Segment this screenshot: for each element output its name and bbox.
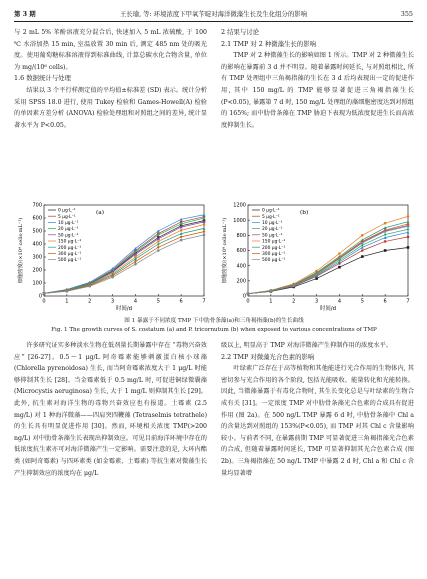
data-point <box>384 230 387 233</box>
x-tick-label: 4 <box>133 298 138 305</box>
y-tick-label: 600 <box>32 215 42 222</box>
data-point <box>88 285 91 288</box>
legend-entry: 300 μg·L⁻¹ <box>262 252 286 257</box>
data-point <box>203 234 206 237</box>
figure-caption-en: Fig. 1 The growth curves of S. costatum (a) and P. tricornutum (b) when exposed to various concentrations of TMP <box>51 327 377 333</box>
paragraph: 许多研究证实多种淡水生物在低剂量长期暴露中存在 “毒物兴奋效应” [26-27]。0.5～1 μg/L 阿奇霉素能够刺激蛋白核小球藻 (Chlorella pyrenoidosa) 生长, 而当阿奇霉素浓度大于 1 μg/L 时能够抑制其生长 [28]。当金霉素低于 0.5 mg/L 时, 可促进铜绿微囊藻 (Microcystis aeruginosa) 生长, 大于 1 mg/L 则抑制其生长 [29]。此外, 抗生素对海洋生物的毒物兴奋效应也有报道。土霉素 (2.5 mg/L) 对 1 种海洋微藻——四肩突四鞭藻 (Tetraselmis tetrathele) 的生长具有明显促进作用 [30]。然而, 环境相关浓度 TMP(>200 ng/L) 对中肋骨条藻生长表现出抑制效应。可见目前海洋环境中存在的低浓度抗生素亦可对海洋微藻产生一定影响。需要注意的是, 大环内酯类 (如阿奇霉素) 与四环素类 (如金霉素、土霉素) 等抗生素对微藻生长产生抑制效应的浓度均在 μg/L <box>14 342 207 477</box>
left-column-top <box>14 27 207 131</box>
data-point <box>203 221 206 224</box>
chart-b-svg <box>218 200 414 318</box>
data-point <box>134 260 137 263</box>
y-tick-label: 400 <box>32 241 42 248</box>
y-axis-label: 细胞密度/(×10⁴ cells·mL⁻¹) <box>18 217 24 284</box>
figure-1 <box>14 200 414 335</box>
section-heading: 1.6 数据统计与处理 <box>14 74 71 83</box>
data-point <box>315 273 318 276</box>
paragraph: 叶绿素广泛存在于高等植物和其他能进行光合作用的生物体内, 其密切参与光合作用的各个阶段, 包括光能吸收、能量转化和光能转换。因此, 当微藻暴露于有毒化合物时, 其生长变化总是与叶绿素的生物合成有关 [31]。一定浓度 TMP 对中肋骨条藻光合色素的合成具有促进作用 (图 2a)。在 500 ng/L TMP 暴露 6 d 时, 中肋骨条藻中 Chl a 的含量达到对照组的 153%(P<0.05), 而 TMP 对其 Chl c 含量影响较小。与前者不同, 在暴露前期 TMP 可显著促进三角褐指藻光合色素的合成, 但随着暴露时间延长, TMP 可显著抑制其光合色素合成 (图 2b)。三角褐指藻在 50 ng/L TMP 中暴露 2 d 时, Chl a 和 Chl c 含量均显著增 <box>221 365 414 477</box>
x-tick-label: 2 <box>88 298 92 305</box>
paragraph: 与 2 mL 5% 苯酚溶液充分混合后, 快速加入 5 mL 浓硫酸, 于 100 ℃ 水浴加热 15 min, 室温放置 30 min 后, 测定 485 nm 处的吸光度。使用葡萄糖标准溶液得到标准曲线, 计算总碳水化合物含量, 单位为 mg/(10⁶ cells)。 <box>14 29 207 71</box>
x-tick-label: 5 <box>156 298 160 305</box>
data-point <box>384 233 387 236</box>
y-tick-label: 200 <box>32 267 42 274</box>
y-tick-label: 600 <box>236 248 246 255</box>
data-point <box>361 249 364 252</box>
legend-entry: 500 μg·L⁻¹ <box>262 258 286 264</box>
y-tick-label: 700 <box>32 202 42 209</box>
legend-entry: 200 μg·L⁻¹ <box>262 245 286 251</box>
x-tick-label: 6 <box>179 298 183 305</box>
x-tick-label: 7 <box>202 298 206 305</box>
data-point <box>134 253 137 256</box>
legend-entry: 300 μg·L⁻¹ <box>58 252 82 257</box>
legend-entry: 20 μg·L⁻¹ <box>58 227 79 233</box>
legend-entry: 5 μg·L⁻¹ <box>262 214 280 220</box>
left-column-bottom <box>14 340 207 479</box>
data-point <box>180 226 183 229</box>
y-tick-label: 300 <box>32 254 42 261</box>
x-tick-label: 3 <box>314 298 319 305</box>
data-point <box>43 292 46 295</box>
x-tick-label: 5 <box>360 298 364 305</box>
panel-label: (b) <box>300 210 309 216</box>
x-tick-label: 0 <box>42 298 46 305</box>
legend-entry: 50 μg·L⁻¹ <box>262 233 283 239</box>
legend-entry: 0 μg·L⁻¹ <box>58 208 76 214</box>
subsection-heading: 2.1 TMP 对 2 种微藻生长的影响 <box>221 39 316 48</box>
paragraph: TMP 对 2 种微藻生长的影响如图 1 所示。TMP 对 2 种微藻生长的影响在暴露前 3 d 并不明显。随着暴露时间延长, 与对照组相比, 所有 TMP 处理组中三角褐指藻的生长在 3 d 后均表现出一定的促进作用, 其中 150 mg/L 的 TMP 能够显著促进三角褐指藻生长 (P<0.05), 暴露第 7 d 时, 150 mg/L 处理组的藻细胞密度达到对照组的 165%; 而中肋骨条藻在 TMP 胁迫下表现为低浓度促进生长而高浓度抑制生长。 <box>221 52 414 129</box>
data-point <box>157 238 160 241</box>
x-tick-label: 4 <box>337 298 342 305</box>
legend-entry: 50 μg·L⁻¹ <box>58 233 79 239</box>
legend-entry: 150 μg·L⁻¹ <box>58 239 82 245</box>
legend-entry: 150 μg·L⁻¹ <box>262 239 286 245</box>
data-point <box>338 258 341 261</box>
data-point <box>180 229 183 232</box>
data-point <box>338 252 341 255</box>
x-tick-label: 7 <box>406 298 410 305</box>
data-point <box>157 249 160 252</box>
page-number: 355 <box>400 10 413 18</box>
data-point <box>111 276 114 279</box>
growth-chart-b <box>218 200 414 318</box>
data-point <box>270 290 273 293</box>
data-point <box>361 255 364 258</box>
y-tick-label: 0 <box>38 293 42 300</box>
legend-entry: 10 μg·L⁻¹ <box>262 221 283 226</box>
data-point <box>180 235 183 238</box>
y-tick-label: 0 <box>242 293 246 300</box>
data-point <box>361 234 364 237</box>
data-point <box>407 231 410 234</box>
y-tick-label: 200 <box>236 278 246 285</box>
y-tick-label: 500 <box>32 228 42 235</box>
legend-entry: 0 μg·L⁻¹ <box>262 208 280 214</box>
y-tick-label: 400 <box>236 263 246 270</box>
x-tick-label: 1 <box>65 298 69 305</box>
data-point <box>407 236 410 239</box>
data-point <box>361 242 364 245</box>
data-point <box>247 292 250 295</box>
x-tick-label: 6 <box>383 298 387 305</box>
x-tick-label: 1 <box>269 298 273 305</box>
y-tick-label: 800 <box>236 233 246 240</box>
y-tick-label: 1200 <box>233 202 246 209</box>
data-point <box>134 263 137 266</box>
data-point <box>384 240 387 243</box>
data-point <box>384 222 387 225</box>
data-point <box>315 277 318 280</box>
issue-number: 第 3 期 <box>14 10 36 18</box>
header-rule <box>14 21 413 22</box>
data-point <box>338 266 341 269</box>
data-point <box>180 239 183 242</box>
legend-entry: 20 μg·L⁻¹ <box>262 227 283 233</box>
running-title: 王长瑜, 等: 环境浓度下甲氧苄啶对海洋微藻生长及生化组分的影响 <box>119 10 308 18</box>
y-axis-label: 细胞密度/(×10⁴ cells·mL⁻¹) <box>222 217 228 284</box>
data-point <box>384 249 387 252</box>
data-point <box>407 225 410 228</box>
legend-entry: 10 μg·L⁻¹ <box>58 221 79 226</box>
section-heading: 2 结果与讨论 <box>221 28 260 36</box>
x-axis-label: 时间/d <box>115 306 133 312</box>
figure-caption-zh: 图 1 暴露于不同浓度 TMP 下中肋骨条藻(a)和三角褐指藻(b)的生长曲线 <box>124 318 304 324</box>
right-column-bottom <box>221 340 414 479</box>
growth-chart-a <box>14 200 210 318</box>
running-header <box>14 8 413 20</box>
x-axis-label: 时间/d <box>319 306 337 312</box>
legend-entry: 500 μg·L⁻¹ <box>58 258 82 264</box>
x-tick-label: 0 <box>246 298 250 305</box>
subsection-heading: 2.2 TMP 对微藻光合色素的影响 <box>221 352 315 361</box>
legend-entry: 200 μg·L⁻¹ <box>58 245 82 251</box>
x-tick-label: 2 <box>292 298 296 305</box>
data-point <box>292 284 295 287</box>
data-point <box>407 215 410 218</box>
paragraph: 结果以 3 个平行样测定值的平均值±标准差 (SD) 表示。统计分析采用 SPSS 18.0 进行, 使用 Tukey 检验和 Games-Howell(A) 检验的单因素方差分析 (ANOVA) 检验处理组和对照组之间的差异, 统计显著水平为 P<0.05。 <box>14 86 207 129</box>
panel-label: (a) <box>96 210 104 216</box>
y-tick-label: 1000 <box>233 217 246 224</box>
y-tick-label: 100 <box>32 280 42 287</box>
data-point <box>203 223 206 226</box>
paragraph: 级以上, 明显高于 TMP 对海洋微藻产生抑制作用的浓度水平。 <box>221 342 392 349</box>
data-point <box>157 240 160 243</box>
data-point <box>407 228 410 231</box>
chart-a-svg <box>14 200 210 318</box>
data-point <box>66 290 69 293</box>
legend-entry: 5 μg·L⁻¹ <box>58 214 76 220</box>
data-point <box>157 246 160 249</box>
right-column-top <box>221 27 414 131</box>
data-point <box>407 246 410 249</box>
data-point <box>203 230 206 233</box>
x-tick-label: 3 <box>110 298 115 305</box>
